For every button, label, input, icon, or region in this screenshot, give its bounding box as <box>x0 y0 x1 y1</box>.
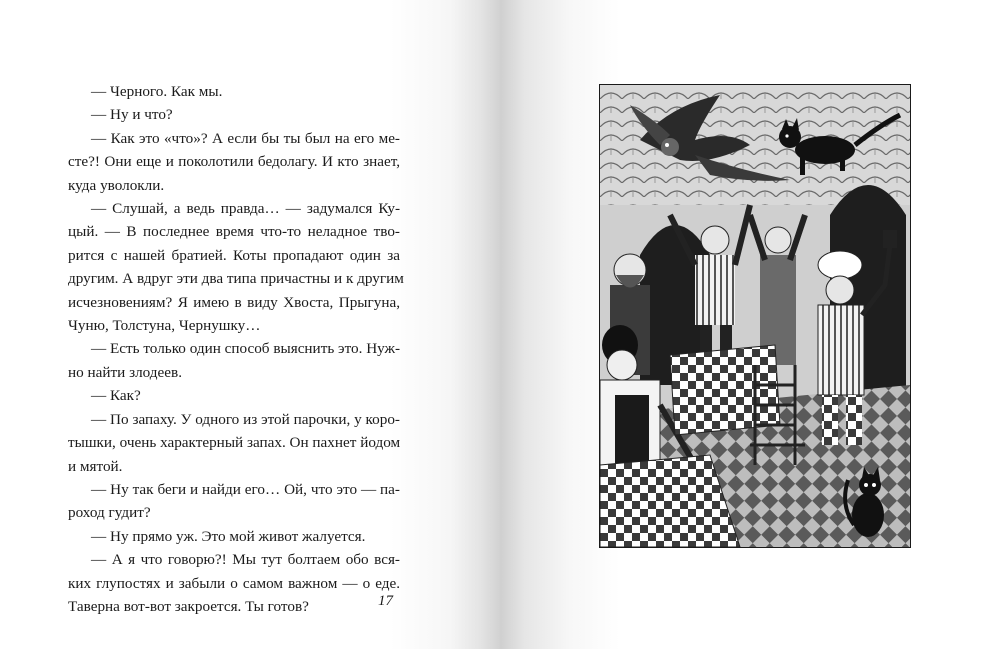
text-line: — Как? <box>91 387 141 405</box>
text-line: — По запаху. У одного из этой парочки, у коро- <box>91 410 400 428</box>
text-line: рится с нашей братией. Коты пропадают один за <box>68 246 400 264</box>
text-line: — Слушай, а ведь правда… — задумался Ку- <box>91 200 400 218</box>
text-line: — А я что говорю?! Мы тут болтаем обо вся- <box>91 551 400 569</box>
text-line: — Ну так беги и найди его… Ой, что это — па- <box>91 480 400 498</box>
text-line: Таверна вот-вот закроется. Ты готов? <box>68 597 309 615</box>
text-line: — Ну прямо уж. Это мой живот жалуется. <box>91 527 366 545</box>
text-line: — Черного. Как мы. <box>91 83 223 100</box>
text-line: сте?! Они еще и поколотили бедолагу. И кто знает, <box>68 153 400 171</box>
text-line: исчезновениям? Я имею в виду Хвоста, Прыгуна, <box>68 293 400 311</box>
text-line: тышки, очень характерный запах. Он пахнет йодом <box>68 434 401 452</box>
tavern-illustration <box>599 84 911 548</box>
page-text <box>68 80 404 618</box>
text-line: — Есть только один способ выяснить это. Нуж- <box>91 340 401 358</box>
text-line: — Как это «что»? А если бы ты был на его ме- <box>91 129 400 147</box>
text-line: но найти злодеев. <box>68 363 182 381</box>
text-line: другим. А вдруг эти два типа причастны и к другим <box>68 270 404 288</box>
table-cloth <box>670 345 780 435</box>
text-line: куда уволокли. <box>68 176 165 194</box>
page-number: 17 <box>378 593 393 609</box>
text-line: цый. — В последнее время что-то неладное тво- <box>68 223 400 241</box>
text-line: и мятой. <box>68 457 123 475</box>
text-line: роход гудит? <box>68 504 151 522</box>
text-line: — Ну и что? <box>91 106 173 124</box>
text-line: Чуню, Толстуна, Чернушку… <box>68 317 261 335</box>
text-line: ких глупостях и забыли о самом важном — о еде. <box>68 574 400 592</box>
